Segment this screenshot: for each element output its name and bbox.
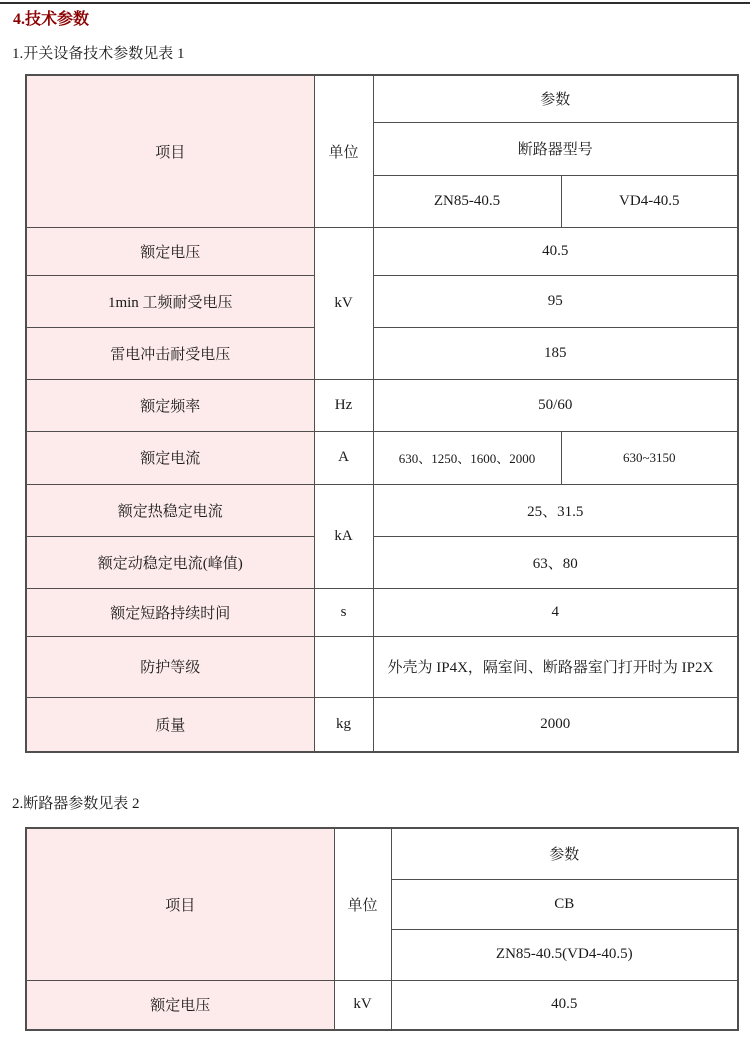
t1-value-rated-frequency: 50/60 <box>373 379 738 431</box>
t1-unit-kg: kg <box>314 697 373 752</box>
t1-header-param: 参数 <box>373 75 738 122</box>
t1-unit-s: s <box>314 588 373 636</box>
t1-value-rated-current-zn85: 630、1250、1600、2000 <box>373 431 561 484</box>
table-row <box>26 379 738 431</box>
table-row <box>26 636 738 697</box>
t1-header-model-vd4: VD4-40.5 <box>561 175 738 227</box>
t1-item-dynamic-current: 额定动稳定电流(峰值) <box>26 536 314 588</box>
t1-unit-ka: kA <box>314 484 373 588</box>
table-row <box>26 227 738 275</box>
t1-unit-hz: Hz <box>314 379 373 431</box>
t1-header-unit: 单位 <box>314 75 373 227</box>
t1-header-item: 项目 <box>26 75 314 227</box>
table-row <box>26 980 738 1030</box>
t2-item-rated-voltage: 额定电压 <box>26 980 334 1030</box>
t1-value-thermal-current: 25、31.5 <box>373 484 738 536</box>
table-row <box>26 588 738 636</box>
t2-value-rated-voltage: 40.5 <box>391 980 738 1030</box>
page-top-divider <box>0 2 750 4</box>
t1-value-protection-class: 外壳为 IP4X，隔室间、断路器室门打开时为 IP2X <box>373 636 738 697</box>
t1-item-thermal-current: 额定热稳定电流 <box>26 484 314 536</box>
table-row <box>26 484 738 536</box>
table-row <box>26 431 738 484</box>
breaker-params-table <box>25 827 739 1031</box>
t1-item-short-circuit-duration: 额定短路持续时间 <box>26 588 314 636</box>
t2-header-item: 项目 <box>26 828 334 980</box>
table-row <box>26 697 738 752</box>
table-row <box>26 327 738 379</box>
t2-header-param: 参数 <box>391 828 738 879</box>
t1-value-short-circuit-duration: 4 <box>373 588 738 636</box>
t1-item-rated-current: 额定电流 <box>26 431 314 484</box>
t2-header-unit: 单位 <box>334 828 391 980</box>
section-heading: 4.技术参数 <box>13 11 90 28</box>
t1-value-lightning-impulse: 185 <box>373 327 738 379</box>
table-row <box>26 536 738 588</box>
t1-header-breaker-model: 断路器型号 <box>373 122 738 175</box>
t1-item-protection-class: 防护等级 <box>26 636 314 697</box>
t2-unit-kv: kV <box>334 980 391 1030</box>
table2-caption: 2.断路器参数见表 2 <box>12 796 140 812</box>
table1-caption: 1.开关设备技术参数见表 1 <box>12 46 185 62</box>
t1-value-power-freq-withstand: 95 <box>373 275 738 327</box>
t1-item-rated-voltage: 额定电压 <box>26 227 314 275</box>
t1-unit-a: A <box>314 431 373 484</box>
t1-value-rated-current-vd4: 630~3150 <box>561 431 738 484</box>
t2-header-model: ZN85-40.5(VD4-40.5) <box>391 929 738 980</box>
table-row <box>26 275 738 327</box>
t1-item-lightning-impulse: 雷电冲击耐受电压 <box>26 327 314 379</box>
t1-item-power-freq-withstand: 1min 工频耐受电压 <box>26 275 314 327</box>
t1-header-model-zn85: ZN85-40.5 <box>373 175 561 227</box>
t1-value-rated-voltage: 40.5 <box>373 227 738 275</box>
t1-value-dynamic-current: 63、80 <box>373 536 738 588</box>
t1-value-mass: 2000 <box>373 697 738 752</box>
t1-item-mass: 质量 <box>26 697 314 752</box>
t1-unit-empty <box>314 636 373 697</box>
t1-unit-kv: kV <box>314 227 373 379</box>
t1-item-rated-frequency: 额定频率 <box>26 379 314 431</box>
switchgear-params-table <box>25 74 739 753</box>
t2-header-cb: CB <box>391 879 738 929</box>
